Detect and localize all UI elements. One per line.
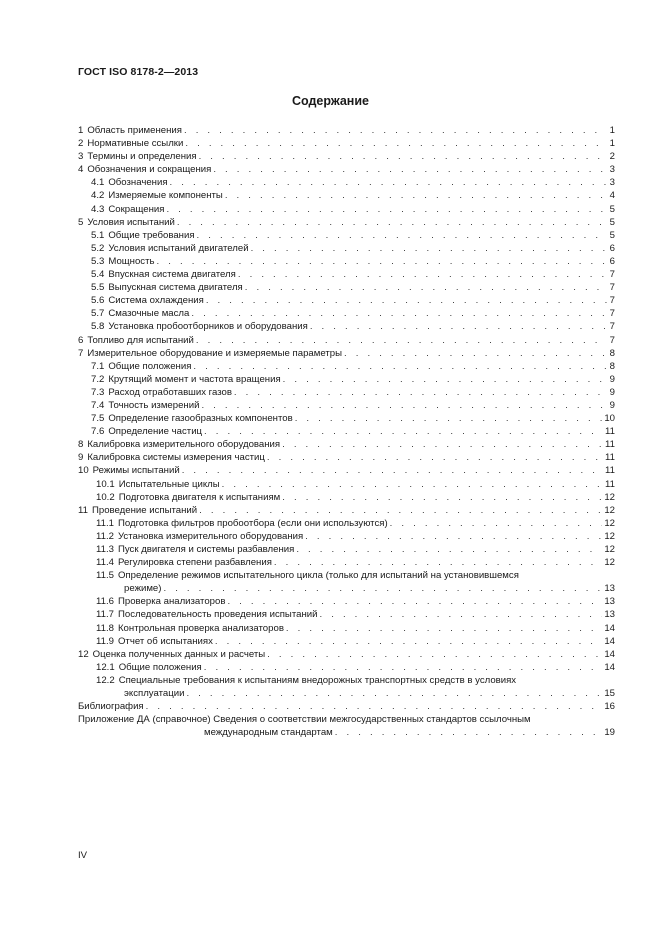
toc-entry-page: 8 xyxy=(609,347,615,359)
leader-dots xyxy=(295,412,603,425)
toc-entry[interactable] xyxy=(78,242,615,255)
toc-entry-label: Термины и определения xyxy=(87,151,197,163)
toc-entry-label: Регулировка степени разбавления xyxy=(117,557,272,569)
toc-entry-number: 11.1 xyxy=(96,517,114,529)
toc-entry-number: 12.2 xyxy=(96,674,115,686)
toc-entry-label: Смазочные масла xyxy=(108,308,190,320)
toc-entry-page: 6 xyxy=(609,255,615,267)
toc-entry[interactable] xyxy=(78,386,615,399)
toc-entry-page: 14 xyxy=(604,661,615,673)
toc-entry[interactable] xyxy=(78,438,615,451)
leader-dots xyxy=(204,661,603,674)
toc-entry-continuation[interactable] xyxy=(78,582,615,595)
toc-entry-label: Впускная система двигателя xyxy=(108,269,236,281)
toc-entry-label: Обозначения xyxy=(108,177,168,189)
toc-entry-page: 6 xyxy=(609,242,615,254)
toc-entry-number: 7.2 xyxy=(91,373,105,385)
toc-entry[interactable] xyxy=(78,334,615,347)
toc-entry-number: 12 xyxy=(78,648,89,660)
toc-entry-page: 3 xyxy=(609,177,615,189)
toc-entry-page: 13 xyxy=(604,596,615,608)
leader-dots xyxy=(282,491,602,504)
toc-entry-page: 12 xyxy=(604,544,615,555)
toc-entry-number: 11.3 xyxy=(96,544,114,555)
toc-entry-label: Отчет об испытаниях xyxy=(117,635,213,647)
toc-entry-number: 5.1 xyxy=(91,229,105,241)
toc-entry-label: Испытательные циклы xyxy=(118,478,220,490)
toc-entry-number: 4.2 xyxy=(91,190,105,202)
toc-entry[interactable] xyxy=(78,543,615,556)
toc-entry-page: 7 xyxy=(609,269,615,281)
toc-entry-continuation[interactable] xyxy=(78,726,615,739)
toc-entry-label: Обозначения и сокращения xyxy=(87,164,212,176)
toc-entry-number: 5.3 xyxy=(91,255,105,267)
toc-entry[interactable] xyxy=(78,203,615,216)
toc-entry[interactable] xyxy=(78,320,615,333)
leader-dots xyxy=(170,176,607,189)
toc-entry[interactable] xyxy=(78,451,615,464)
toc-entry-page: 10 xyxy=(604,413,615,425)
toc-entry-label: Приложение ДА (справочное) Сведения о соответствии межгосударственных стандартов ссылочным xyxy=(78,714,531,726)
toc-entry-number: 11.9 xyxy=(96,635,114,647)
page-number: IV xyxy=(78,850,88,861)
document-header: ГОСТ ISO 8178-2—2013 xyxy=(78,66,199,78)
leader-dots xyxy=(286,622,602,635)
toc-entry-label: Установка измерительного оборудования xyxy=(117,530,304,542)
toc-entry[interactable] xyxy=(78,700,615,713)
toc-entry[interactable] xyxy=(78,189,615,202)
toc-entry-page: 19 xyxy=(604,727,615,739)
toc-entry-number: 7.4 xyxy=(91,399,105,411)
toc-entry[interactable] xyxy=(78,163,615,176)
toc-entry-number: 11 xyxy=(78,504,88,516)
toc-entry-page: 5 xyxy=(609,229,615,241)
leader-dots xyxy=(204,425,603,438)
toc-entry-label: Определение частиц xyxy=(108,426,203,438)
toc-entry-label: Оценка полученных данных и расчеты xyxy=(92,648,266,660)
toc-entry-page: 12 xyxy=(604,530,615,542)
leader-dots xyxy=(196,334,607,347)
toc-entry-number: 11.5 xyxy=(96,570,114,582)
leader-dots xyxy=(186,687,602,700)
toc-entry-page: 4 xyxy=(609,190,615,202)
toc-entry-page: 14 xyxy=(604,635,615,647)
toc-entry-number: 7.6 xyxy=(91,426,105,438)
toc-entry-number: 8 xyxy=(78,439,84,451)
leader-dots xyxy=(197,229,607,242)
toc-entry-label-cont: эксплуатации xyxy=(124,688,185,700)
toc-entry-label: Общие положения xyxy=(118,661,202,673)
toc-entry[interactable] xyxy=(78,648,615,661)
toc-entry-page: 5 xyxy=(609,203,615,215)
leader-dots xyxy=(199,150,607,163)
toc-entry-label: Определение газообразных компонентов xyxy=(108,413,293,425)
leader-dots xyxy=(225,189,607,202)
toc-entry-label: Выпускная система двигателя xyxy=(108,282,243,294)
toc-entry-page: 15 xyxy=(604,688,615,700)
toc-entry[interactable] xyxy=(78,713,615,726)
toc-entry-number: 7.5 xyxy=(91,413,105,425)
toc-entry-number: 4.3 xyxy=(91,203,105,215)
leader-dots xyxy=(199,504,602,517)
toc-entry-page: 11 xyxy=(605,478,615,490)
toc-entry-page: 12 xyxy=(604,504,615,516)
toc-entry-label: Крутящий момент и частота вращения xyxy=(108,373,281,385)
leader-dots xyxy=(163,582,602,595)
toc-entry-page: 7 xyxy=(609,321,615,333)
leader-dots xyxy=(185,137,607,150)
toc-entry-label: Измерительное оборудование и измеряемые параметры xyxy=(87,347,342,359)
toc-entry-label: Режимы испытаний xyxy=(92,465,180,477)
toc-entry-label: Установка пробоотборников и оборудования xyxy=(108,321,308,333)
toc-entry-number: 11.2 xyxy=(96,530,114,542)
toc-entry-page: 1 xyxy=(609,138,615,150)
toc-entry-label: Измеряемые компоненты xyxy=(108,190,223,202)
toc-entry[interactable] xyxy=(78,150,615,163)
toc-entry-continuation[interactable] xyxy=(78,687,615,700)
toc-entry-label: Расход отработавших газов xyxy=(108,386,232,398)
toc-entry-label: Калибровка системы измерения частиц xyxy=(87,452,265,464)
toc-entry[interactable] xyxy=(78,137,615,150)
toc-entry-page: 7 xyxy=(609,295,615,307)
toc-entry-label: Мощность xyxy=(108,255,155,267)
toc-entry-page: 13 xyxy=(604,609,615,621)
leader-dots xyxy=(390,517,603,530)
toc-entry[interactable] xyxy=(78,569,615,582)
toc-entry-number: 7.3 xyxy=(91,386,105,398)
toc-entry-number: 5.8 xyxy=(91,321,105,333)
leader-dots xyxy=(146,700,603,713)
leader-dots xyxy=(319,608,602,621)
toc-entry[interactable] xyxy=(78,373,615,386)
toc-entry-number: 4.1 xyxy=(91,177,105,189)
page-title: Содержание xyxy=(291,94,369,108)
toc-entry-page: 3 xyxy=(609,164,615,176)
toc-entry-page: 11 xyxy=(605,465,615,477)
toc-entry[interactable] xyxy=(78,412,615,425)
toc-entry-number: 9 xyxy=(78,452,84,464)
leader-dots xyxy=(335,726,603,739)
toc-entry-number: 5.6 xyxy=(91,295,105,307)
toc-entry-number: 5.2 xyxy=(91,242,105,254)
leader-dots xyxy=(267,451,603,464)
toc-entry-label: Общие требования xyxy=(108,229,195,241)
toc-entry-label: Библиография xyxy=(78,701,144,713)
toc-entry-label: Проверка анализаторов xyxy=(117,596,226,608)
toc-entry-page: 2 xyxy=(609,151,615,163)
toc-entry-label: Нормативные ссылки xyxy=(87,138,184,150)
leader-dots xyxy=(227,595,602,608)
leader-dots xyxy=(283,373,607,386)
toc-entry[interactable] xyxy=(78,294,615,307)
toc-entry[interactable] xyxy=(78,635,615,648)
leader-dots xyxy=(157,255,608,268)
toc-entry-number: 7.1 xyxy=(91,360,105,372)
leader-dots xyxy=(177,216,607,229)
toc-entry-number: 11.6 xyxy=(96,596,114,608)
toc-entry-number: 5 xyxy=(78,216,84,228)
toc-entry[interactable] xyxy=(78,622,615,635)
toc-entry-number: 10.1 xyxy=(96,478,115,490)
leader-dots xyxy=(182,464,603,477)
toc-entry-number: 11.8 xyxy=(96,622,114,634)
toc-entry-label: Топливо для испытаний xyxy=(87,334,194,346)
toc-entry-number: 4 xyxy=(78,164,84,176)
leader-dots xyxy=(251,242,607,255)
toc-entry[interactable] xyxy=(78,281,615,294)
toc-entry-page: 11 xyxy=(605,452,615,464)
toc-entry-label: Пуск двигателя и системы разбавления xyxy=(117,544,295,555)
toc-entry-label: Общие положения xyxy=(108,360,192,372)
toc-entry[interactable] xyxy=(78,229,615,242)
toc-entry-number: 10.2 xyxy=(96,491,115,503)
toc-entry-number: 7 xyxy=(78,347,84,359)
toc-entry-page: 9 xyxy=(609,399,615,411)
leader-dots xyxy=(245,281,607,294)
leader-dots xyxy=(213,163,607,176)
toc-entry-label: Сокращения xyxy=(108,203,165,215)
toc-entry-number: 11.4 xyxy=(96,557,114,569)
toc-entry-page: 11 xyxy=(605,439,615,451)
toc-entry[interactable] xyxy=(78,124,615,137)
toc-entry-label: Система охлаждения xyxy=(108,295,204,307)
toc-entry[interactable] xyxy=(78,255,615,268)
leader-dots xyxy=(222,478,603,491)
toc-entry-page: 12 xyxy=(604,491,615,503)
leader-dots xyxy=(234,386,607,399)
toc-entry[interactable] xyxy=(78,464,615,477)
toc-entry-number: 5.4 xyxy=(91,269,105,281)
toc-entry-page: 13 xyxy=(604,583,615,595)
leader-dots xyxy=(344,347,607,360)
leader-dots xyxy=(296,543,602,556)
toc-entry[interactable] xyxy=(78,268,615,281)
toc-entry[interactable] xyxy=(78,216,615,229)
toc-entry-label: Область применения xyxy=(87,125,182,136)
leader-dots xyxy=(206,294,607,307)
toc-entry-label: Специальные требования к испытаниям внедорожных транспортных средств в условиях xyxy=(118,674,517,686)
toc-entry-label: Калибровка измерительного оборудования xyxy=(87,439,281,451)
toc-entry-label: Точность измерений xyxy=(108,399,200,411)
toc-entry-number: 12.1 xyxy=(96,661,115,673)
toc-entry[interactable] xyxy=(78,399,615,412)
toc-entry-label: Подготовка фильтров пробоотбора (если они используются) xyxy=(117,517,388,529)
toc-entry-label: Подготовка двигателя к испытаниям xyxy=(118,491,281,503)
toc-entry-number: 10 xyxy=(78,465,89,477)
toc-entry-page: 1 xyxy=(609,125,615,136)
toc-entry-number: 2 xyxy=(78,138,84,150)
toc-entry-label: Условия испытаний xyxy=(87,216,175,228)
toc-entry[interactable] xyxy=(78,517,615,530)
toc-entry-number: 1 xyxy=(78,125,84,136)
toc-entry[interactable] xyxy=(78,176,615,189)
toc-entry-label-cont: режиме) xyxy=(124,583,162,595)
toc-entry[interactable] xyxy=(78,608,615,621)
leader-dots xyxy=(238,268,607,281)
toc-entry[interactable] xyxy=(78,530,615,543)
toc-entry-page: 8 xyxy=(609,360,615,372)
toc-entry[interactable] xyxy=(78,307,615,320)
toc-entry-label: Последовательность проведения испытаний xyxy=(117,609,318,621)
toc-entry[interactable] xyxy=(78,360,615,373)
leader-dots xyxy=(267,648,602,661)
table-of-contents xyxy=(78,124,615,739)
toc-entry[interactable] xyxy=(78,347,615,360)
leader-dots xyxy=(193,360,607,373)
toc-entry-number: 5.7 xyxy=(91,308,105,320)
toc-entry[interactable] xyxy=(78,425,615,438)
toc-entry-page: 7 xyxy=(609,282,615,294)
toc-entry-label: Условия испытаний двигателей xyxy=(108,242,249,254)
leader-dots xyxy=(166,203,607,216)
toc-entry[interactable] xyxy=(78,674,615,687)
toc-entry-number: 5.5 xyxy=(91,282,105,294)
leader-dots xyxy=(282,438,603,451)
toc-entry-page: 5 xyxy=(609,216,615,228)
toc-entry-page: 14 xyxy=(604,648,615,660)
toc-entry-page: 7 xyxy=(609,334,615,346)
leader-dots xyxy=(215,635,602,648)
toc-entry-label: Определение режимов испытательного цикла (только для испытаний на установившемся xyxy=(117,570,519,582)
toc-entry-page: 7 xyxy=(609,308,615,320)
toc-entry[interactable] xyxy=(78,661,615,674)
toc-entry-label: Проведение испытаний xyxy=(91,504,198,516)
toc-entry[interactable] xyxy=(78,595,615,608)
leader-dots xyxy=(191,307,607,320)
toc-entry-page: 9 xyxy=(609,373,615,385)
leader-dots xyxy=(310,320,607,333)
toc-entry-page: 9 xyxy=(609,386,615,398)
toc-entry-number: 6 xyxy=(78,334,84,346)
toc-entry[interactable] xyxy=(78,491,615,504)
leader-dots xyxy=(305,530,602,543)
leader-dots xyxy=(184,124,607,137)
leader-dots xyxy=(274,556,602,569)
toc-entry-label-cont: международным стандартам xyxy=(204,727,333,739)
toc-entry-page: 12 xyxy=(604,517,615,529)
toc-entry-page: 14 xyxy=(604,622,615,634)
toc-entry-number: 3 xyxy=(78,151,84,163)
toc-entry[interactable] xyxy=(78,556,615,569)
toc-entry-page: 12 xyxy=(604,557,615,569)
toc-entry[interactable] xyxy=(78,504,615,517)
toc-entry[interactable] xyxy=(78,478,615,491)
toc-entry-page: 11 xyxy=(605,426,615,438)
leader-dots xyxy=(201,399,607,412)
toc-entry-label: Контрольная проверка анализаторов xyxy=(117,622,284,634)
toc-entry-page: 16 xyxy=(604,701,615,713)
toc-entry-number: 11.7 xyxy=(96,609,114,621)
